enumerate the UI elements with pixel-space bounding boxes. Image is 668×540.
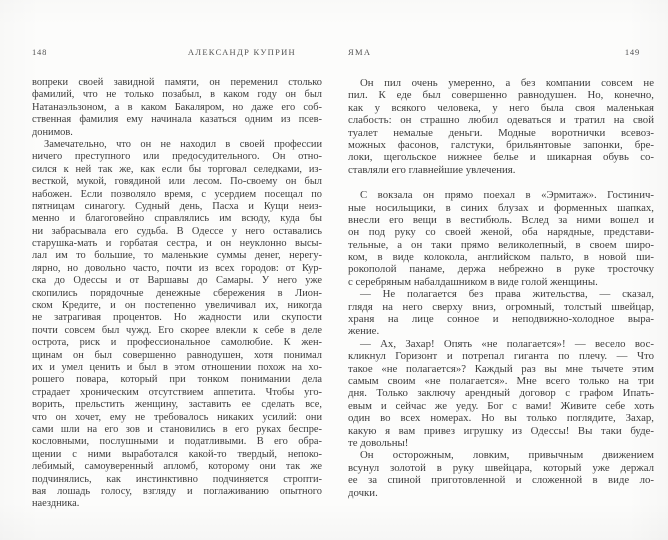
text-line: менно и благоговейно справлялись им всюду, куда бы <box>32 213 322 225</box>
text-line: ственная фамилия ему начинала казаться одним из псев- <box>32 114 322 126</box>
text-line: ничего преступного или предосудительного. Он отно- <box>32 151 322 163</box>
text-line: ни забрасывала его судьба. В Одессе у него оставались <box>32 225 322 237</box>
text-line: ставляли его главнейшие увлечения. <box>348 163 516 176</box>
text-line: Замечательно, что он не находил в своей профессии <box>44 138 322 150</box>
text-line: вопреки своей завидной памяти, он переменил столько <box>32 77 322 88</box>
text-line: рошего повара, который при тонком понимании дела <box>32 374 322 386</box>
text-line: евым и сейчас же уеду. Бог с вами! Живите себе хоть <box>348 399 654 412</box>
left-page-body <box>32 77 322 511</box>
text-line: какую я вам привез игрушку из Одессы! Вы таки буде- <box>348 424 654 437</box>
text-line: страдает хроническим отсутствием аппетита. Чтобы уго- <box>32 386 322 398</box>
text-line: — Не полагается без права жительства, — сказал, <box>360 288 654 301</box>
text-line: с серебряным набалдашником в виде голой женщины. <box>348 275 598 288</box>
text-line: ска до Одессы и от Варшавы до Самары. У него уже <box>32 275 322 287</box>
text-line: один во всех номерах. Но вы только поглядите, Захар, <box>348 412 654 425</box>
paragraph <box>348 189 654 288</box>
text-line: острота, риск и профессиональное самолюбие. К жен- <box>32 337 322 349</box>
text-line: можных фасонов, галстуки, брильянтовые запонки, бре- <box>348 138 654 151</box>
text-line: почти совсем был чужд. Его скорее влекли к себе в деле <box>32 324 322 336</box>
text-line: сился к ней так же, как если бы торговал селедками, из- <box>32 163 322 175</box>
text-line: весткой, мукой, говядиной или лесом. По-своему он был <box>32 176 322 188</box>
text-line: донимов. <box>32 126 73 138</box>
paragraph <box>348 288 654 338</box>
text-line: глядя на него сверху вниз, огромный, толстый швейцар, <box>348 300 654 313</box>
text-line: сами шли на его зов и становились в его руках беспре- <box>32 423 322 435</box>
text-line: Он осторожным, ловким, привычным движением <box>360 449 654 462</box>
text-line: наездника. <box>32 498 80 510</box>
paragraph <box>348 449 654 499</box>
text-line: кликнул Горизонт и потрепал гиганта по плечу. — Что <box>348 350 654 363</box>
text-line: ее за спиной приготовленной и сложенной в виде ло- <box>348 474 654 487</box>
text-line: локи, щегольское нижнее белье и шикарная обувь со- <box>348 151 654 164</box>
text-line: подчинялись, как инстинктивно подчиняется стропти- <box>32 473 322 485</box>
text-line: рокополой панаме, держа небрежно в руке тросточку <box>348 263 654 276</box>
text-line: тельные, а он таки прямо великолепный, в своем широ- <box>348 238 654 251</box>
text-line: ные носильщики, в синих блузах и форменных шапках, <box>348 201 654 214</box>
text-line: щении с ними выработался какой-то твердый, непоко- <box>32 448 322 460</box>
text-line: такое «не полагается»? Каждый раз вы мне тычете этим <box>348 362 654 375</box>
text-line: как у всякого человека, у него была своя маленькая <box>348 101 654 114</box>
text-line: — Ах, Захар! Опять «не полагается»! — весело вос- <box>360 337 654 350</box>
text-line: внесли его вещи в вестибюль. Вслед за ними вошел и <box>348 213 654 226</box>
text-line: лебимый, самоуверенный апломб, которому они так же <box>32 461 322 473</box>
text-line: щинам он был совершенно равнодушен, хотя понимал <box>32 349 322 361</box>
text-line: слабость: он страшно любил одеваться и тратил на свой <box>348 114 654 127</box>
text-line: старушка-мать и горбатая сестра, и он неуклонно высы- <box>32 238 322 250</box>
text-line: набожен. Если позволяло время, с усердием посещал по <box>32 188 322 200</box>
text-line: что он хочет, ему не требовалось никаких усилий: они <box>32 411 322 423</box>
paragraph <box>32 77 322 139</box>
right-page-body <box>348 77 654 499</box>
page-number-right: 149 <box>624 47 640 57</box>
text-line: их и умел ценить и был в этом отношении похож на хо- <box>32 361 322 373</box>
text-line: Он пил очень умеренно, а без компании совсем не <box>360 77 654 89</box>
text-line: туалет немалые деньги. Модные воротнички всевоз- <box>348 126 654 139</box>
text-line: пятницам синагогу. Судный день, Пасха и Кущи неиз- <box>32 200 322 212</box>
running-head-title: ЯМА <box>348 47 372 57</box>
text-line: всунул золотой в руку швейцара, который уже держал <box>348 461 654 474</box>
text-line: С вокзала он прямо поехал в «Эрмитаж». Гостинич- <box>360 189 654 202</box>
text-line: вая лошадь голосу, взгляду и поглаживанию опытного <box>32 485 322 497</box>
text-line: не затрагивая процентов. Но жадности или скупости <box>32 312 322 324</box>
left-page <box>32 46 322 511</box>
paragraph <box>348 338 654 450</box>
text-line: скопились порядочные денежные сбережения в Лион- <box>32 287 322 299</box>
paragraph <box>32 139 322 511</box>
left-page-running-header <box>32 46 322 58</box>
text-line: жение. <box>348 325 380 338</box>
text-line: фамилий, что не только позабыл, в каком году он был <box>32 89 322 101</box>
text-line: ворить, прельстить женщину, заставить ее сделать все, <box>32 399 322 411</box>
text-line: храня на лице сонное и неподвижно-холодное выра- <box>348 313 654 326</box>
text-line: самым своим «не полагается». Мне всего только на три <box>348 374 654 387</box>
running-head-author: АЛЕКСАНДР КУПРИН <box>187 47 296 57</box>
text-line: пил. К еде был совершенно равнодушен. Но, конечно, <box>348 89 654 102</box>
right-page <box>348 46 654 499</box>
text-line: лярно, но довольно часто, почти из всех городов: от Кур- <box>32 262 322 274</box>
right-page-running-header <box>348 46 654 58</box>
text-line: он под руку со своей женой, оба нарядные, представи- <box>348 226 654 239</box>
text-line: дочки. <box>348 486 378 499</box>
text-line: лал им то большие, то маленькие суммы денег, нерегу- <box>32 250 322 262</box>
text-line: кословными, послушными и податливыми. В его обра- <box>32 436 322 448</box>
text-line: те довольны! <box>348 436 409 449</box>
paragraph <box>348 77 654 176</box>
text-line: ком, в виде колокола, английском пальто, в новой ши- <box>348 251 654 264</box>
text-line: ском Кредите, и он постепенно увеличивал их, никогда <box>32 300 322 312</box>
page-number-left: 148 <box>32 47 48 57</box>
text-line: Натанаэльзоном, а в каком Бакаляром, но даже его соб- <box>32 101 322 113</box>
text-line: дня. Только заключу арендный договор с графом Ипать- <box>348 387 654 400</box>
